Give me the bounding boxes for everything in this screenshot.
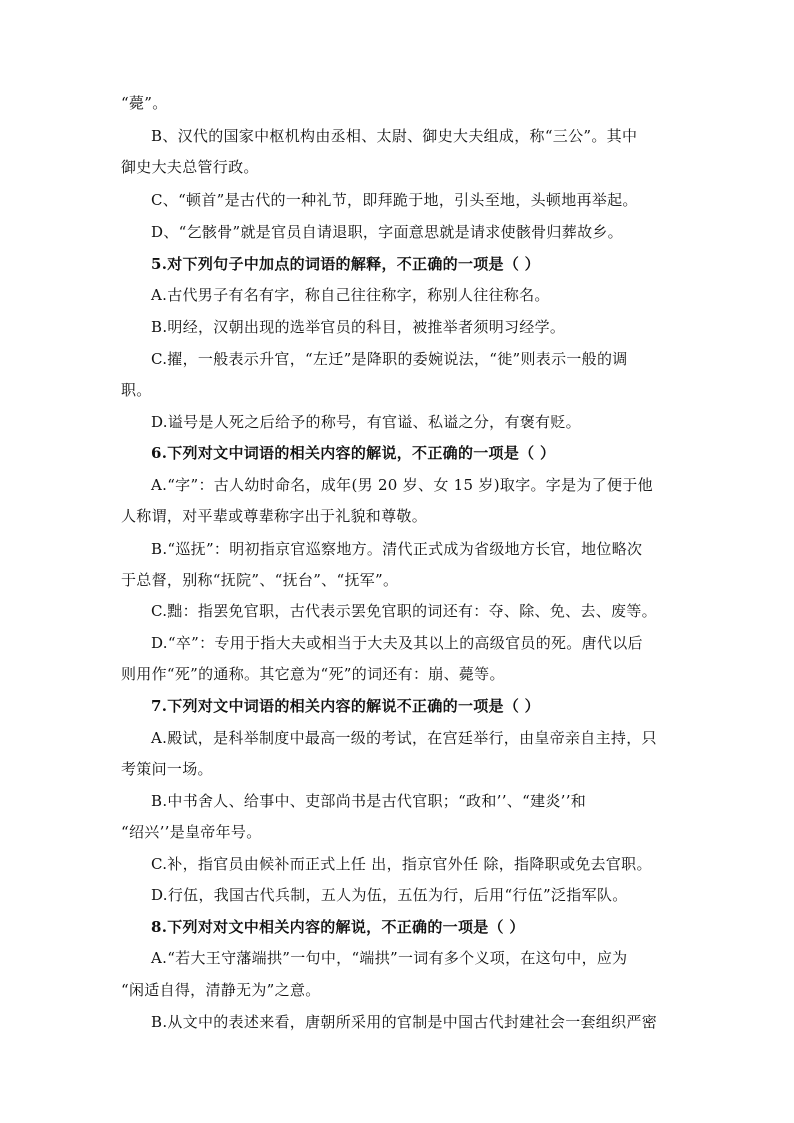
option-a-line: A.“字”：古人幼时命名，成年(男 20 岁、女 15 岁)取字。字是为了便于他 <box>151 476 653 494</box>
option-a-line: A.“若大王守藩端拱”一句中，“端拱”一词有多个义项，在这句中，应为 <box>151 949 628 967</box>
question-7: 7.下列对文中词语的相关内容的解说不正确的一项是（ ） <box>151 697 540 715</box>
option-b-line: B.“巡抚”：明初指京官巡察地方。清代正式成为省级地方长官，地位略次 <box>151 540 643 558</box>
text-line: “绍兴’’是皇帝年号。 <box>121 823 262 841</box>
text-line: 则用作“死”的通称。其它意为“死”的词还有：崩、薨等。 <box>121 665 505 683</box>
option-b-line: B.中书舍人、给事中、吏部尚书是古代官职；“政和’’、“建炎’’和 <box>151 792 587 810</box>
text-line: 人称谓，对平辈或尊辈称字出于礼貌和尊敬。 <box>121 507 428 525</box>
option-b-line: B.明经，汉朝出现的选举官员的科目，被推举者须明习经学。 <box>151 318 566 336</box>
text-line: 于总督，别称“抚院”、“抚台”、“抚军”。 <box>121 571 399 589</box>
option-d-line: D.行伍，我国古代兵制，五人为伍，五伍为行，后用“行伍”泛指军队。 <box>151 886 628 904</box>
text-line: 御史大夫总管行政。 <box>121 158 259 176</box>
option-c-line: C.擢，一般表示升官，“左迁”是降职的委婉说法，“徙”则表示一般的调 <box>151 350 628 368</box>
option-a-line: A.殿试，是科举制度中最高一级的考试，在宫廷举行，由皇帝亲自主持，只 <box>151 729 657 747</box>
option-b-line: B、汉代的国家中枢机构由丞相、太尉、御史大夫组成，称“三公”。其中 <box>151 127 638 145</box>
option-c-line: C.补，指官员由候补而正式上任 出，指京官外任 除，指降职或免去官职。 <box>151 855 652 873</box>
question-6: 6.下列对文中词语的相关内容的解说，不正确的一项是（ ） <box>151 444 556 462</box>
option-a-line: A.古代男子有名有字，称自己往往称字，称别人往往称名。 <box>151 286 550 304</box>
option-d-line: D.谥号是人死之后给予的称号，有官谥、私谥之分，有褒有贬。 <box>151 413 581 431</box>
option-c-line: C、“顿首”是古代的一种礼节，即拜跪于地，引头至地，头顿地再举起。 <box>151 191 638 209</box>
text-line: “薨”。 <box>121 94 168 112</box>
option-b-line: B.从文中的表述来看，唐朝所采用的官制是中国古代封建社会一套组织严密 <box>151 1013 657 1031</box>
text-line: 考策问一场。 <box>121 760 213 778</box>
option-d-line: D、“乞骸骨”就是官员自请退职，字面意思就是请求使骸骨归葬故乡。 <box>151 223 623 241</box>
option-d-line: D.“卒”：专用于指大夫或相当于大夫及其以上的高级官员的死。唐代以后 <box>151 634 643 652</box>
text-line: 职。 <box>121 381 152 399</box>
question-8: 8.下列对对文中相关内容的解说，不正确的一项是（ ） <box>151 918 525 936</box>
option-c-line: C.黜：指罢免官职，古代表示罢免官职的词还有：夺、除、免、去、废等。 <box>151 602 657 620</box>
text-line: “闲适自得，清静无为”之意。 <box>121 981 321 999</box>
question-5: 5.对下列句子中加点的词语的解释，不正确的一项是（ ） <box>151 255 540 273</box>
